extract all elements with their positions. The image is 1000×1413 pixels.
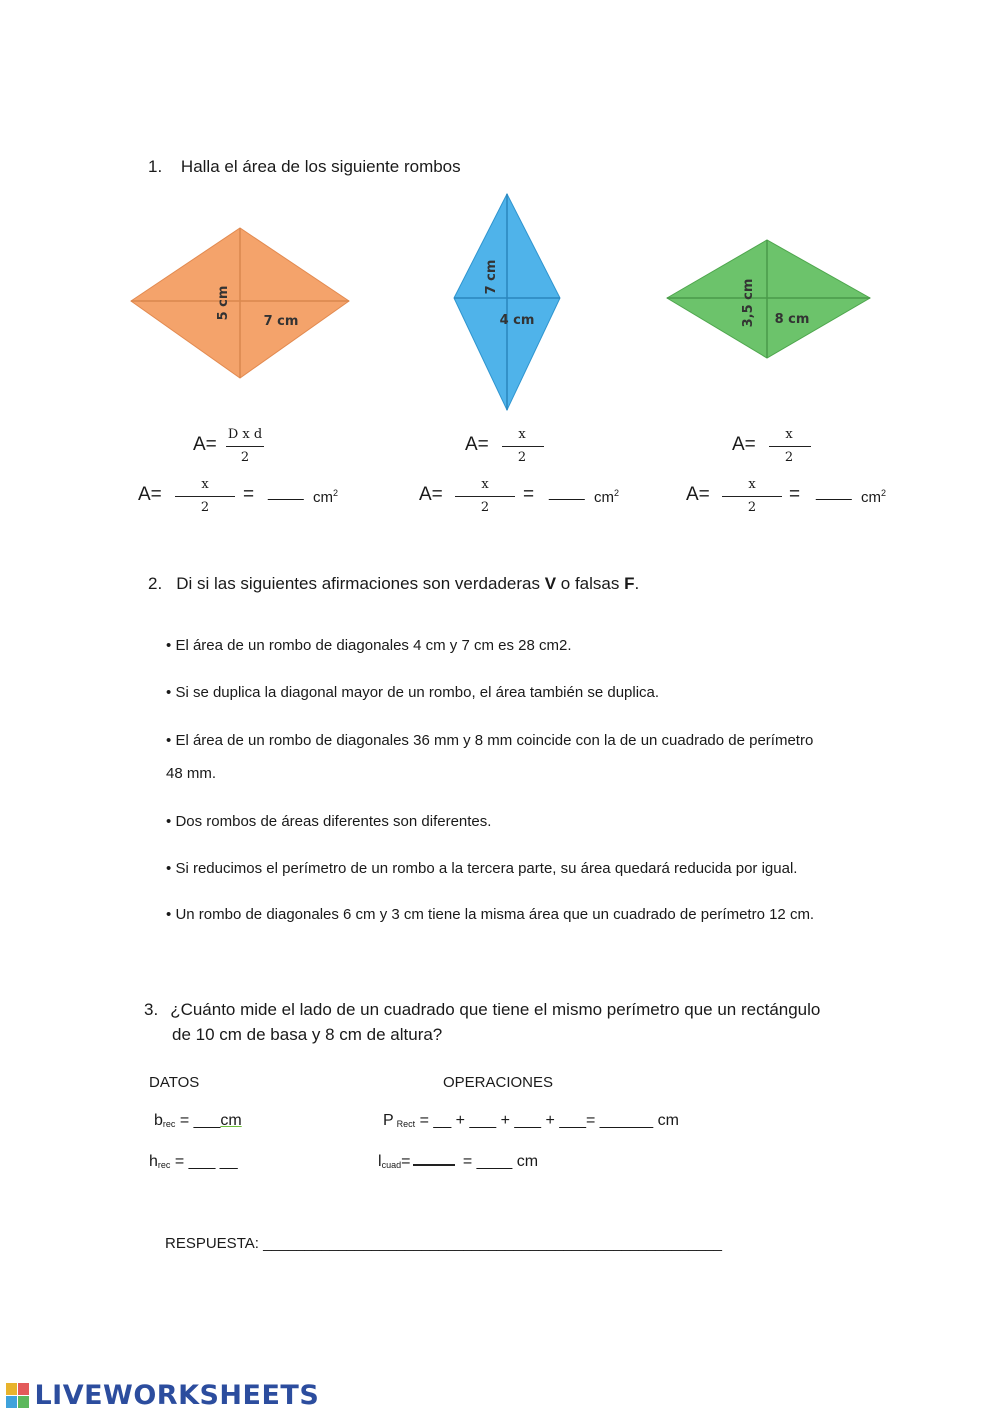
rhombus-blue [450,190,565,415]
rhombus-green [664,237,874,363]
rhombus-orange [128,225,353,385]
statement-1: • El área de un rombo de diagonales 4 cm y 7 cm es 28 cm2. [166,637,572,654]
logo-text: LIVEWORKSHEETS [34,1380,320,1411]
q1-number: 1. [148,157,163,176]
rhombus-green-shape [667,240,870,358]
q3-line2: de 10 cm de basa y 8 cm de altura? [172,1025,443,1044]
side-square-fraction-bar [413,1155,455,1166]
result-1-blank[interactable]: ____ [268,484,304,501]
formula-3-numerator: x [785,427,793,442]
liveworksheets-logo [6,1380,319,1411]
result-2-equals: = [523,484,535,505]
datos-label: DATOS [149,1074,200,1091]
result-2-numerator: x [481,477,489,492]
formula-2-numerator: x [518,427,526,442]
statement-5: • Si reducimos el perímetro de un rombo a la tercera parte, su área quedará reducida por igual. [166,860,798,877]
base-rect-field[interactable]: $b_{rec}$ = ___cm [154,1112,242,1129]
result-3-blank[interactable]: ____ [816,484,852,501]
rhombus-blue-label-h: 4 cm [499,313,535,328]
result-3-numerator: x [748,477,756,492]
q1-title: Halla el área de los siguiente rombos [180,157,461,176]
statement-2: • Si se duplica la diagonal mayor de un rombo, el área también se duplica. [166,684,660,701]
formula-1-numerator: D x d [227,427,263,442]
result-1-equals: = [243,484,255,505]
base-rect-unit: cm [220,1112,242,1129]
q2-heading [148,574,639,594]
formula-1-denominator: 2 [240,450,250,465]
perimeter-rect-field[interactable]: P $_{Rect}$ = __ + ___ + ___ + ___= ______ cm [383,1112,679,1129]
statement-3-continuation: 48 mm. [166,765,217,782]
result-2-denominator: 2 [480,500,490,515]
formula-2-label: A= [465,434,489,455]
q1-heading [148,157,461,177]
formula-2-denominator: 2 [517,450,527,465]
result-3-equals: = [789,484,801,505]
q2-title-pre: Di si las siguientes afirmaciones son verdaderas [176,574,545,593]
formula-3-label: A= [732,434,756,455]
statement-4: • Dos rombos de áreas diferentes son diferentes. [166,813,492,830]
respuesta-line[interactable]: _______________________________________________________ [263,1235,722,1252]
side-square-field[interactable]: $l_{cuad}=$ = ____ cm [378,1153,539,1170]
result-1-unit: $cm^2$ [313,488,339,506]
q2-true-letter: V [544,574,557,593]
result-2-unit: $cm^2$ [594,488,620,506]
respuesta-row[interactable] [165,1235,722,1252]
q2-number: 2. [148,574,163,593]
rhombus-orange-label-h: 7 cm [263,314,299,329]
result-2-blank[interactable]: ____ [549,484,585,501]
formula-1-fraction-bar [226,446,264,447]
result-3-denominator: 2 [747,500,757,515]
result-1-label: A= [138,484,162,505]
statement-3: • El área de un rombo de diagonales 36 mm y 8 mm coincide con la de un cuadrado de perímetro [166,732,814,749]
q2-title-end: . [634,574,640,593]
blocks-icon [6,1383,30,1409]
formula-3-denominator: 2 [784,450,794,465]
result-2-fraction-bar [455,496,515,497]
height-rect-field[interactable]: $h_{rec}$ = ___ __ [149,1153,238,1170]
statement-6: • Un rombo de diagonales 6 cm y 3 cm tiene la misma área que un cuadrado de perímetro 12 cm. [166,906,815,923]
q2-false-letter: F [624,574,635,593]
rhombus-green-label-h: 8 cm [774,312,810,327]
respuesta-label: RESPUESTA: [165,1235,259,1252]
q2-title-mid: o falsas [556,574,625,593]
result-3-unit: $cm^2$ [861,488,887,506]
result-3-label: A= [686,484,710,505]
result-1-denominator: 2 [200,500,210,515]
result-1-numerator: x [201,477,209,492]
q3-line1: ¿Cuánto mide el lado de un cuadrado que tiene el mismo perímetro que un rectángulo [170,1000,821,1019]
operaciones-label: OPERACIONES [443,1074,554,1091]
q3-heading [144,1000,820,1020]
rhombus-blue-label-v: 7 cm [484,259,499,295]
result-1-fraction-bar [175,496,235,497]
result-3-fraction-bar [722,496,782,497]
formula-1-label: A= [193,434,217,455]
rhombus-orange-label-v: 5 cm [216,285,231,321]
q3-number: 3. [144,1000,159,1019]
rhombus-green-label-v: 3,5 cm [741,278,756,328]
result-2-label: A= [419,484,443,505]
formula-2-fraction-bar [502,446,544,447]
formula-3-fraction-bar [769,446,811,447]
